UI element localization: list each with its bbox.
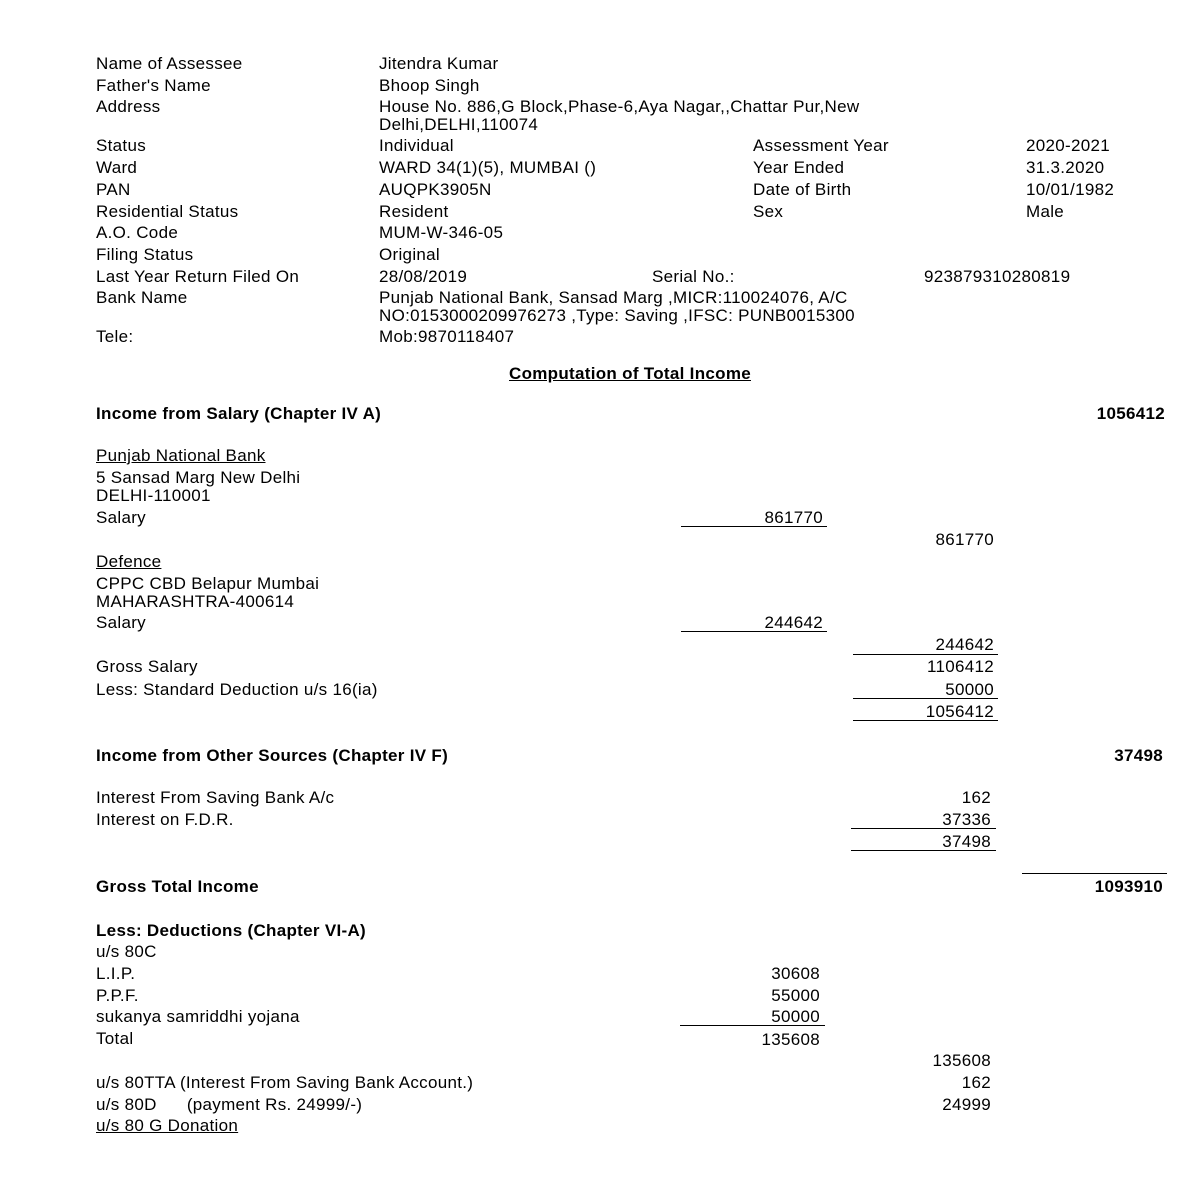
us80d-label: u/s 80D (payment Rs. 24999/-) (96, 1095, 363, 1114)
salary-heading: Income from Salary (Chapter IV A) (96, 404, 382, 423)
salary-total: 1056412 (1096, 404, 1165, 423)
ssy-label: sukanya samriddhi yojana (96, 1007, 300, 1026)
ssy-value: 50000 (771, 1007, 820, 1026)
total-80c-value: 135608 (761, 1030, 820, 1049)
employer1-subtotal: 861770 (935, 530, 994, 549)
sb-interest-label: Interest From Saving Bank A/c (96, 788, 335, 807)
us80tta-value: 162 (961, 1073, 991, 1092)
ppf-value: 55000 (771, 986, 820, 1005)
serial-label: Serial No.: (652, 267, 735, 286)
name-label: Name of Assessee (96, 54, 243, 73)
us80tta-label: u/s 80TTA (Interest From Saving Bank Account.) (96, 1073, 474, 1092)
last-return-value: 28/08/2019 (379, 267, 468, 286)
ppf-label: P.P.F. (96, 986, 139, 1005)
address-line-2: Delhi,DELHI,110074 (379, 115, 539, 134)
employer1-address-1: 5 Sansad Marg New Delhi (96, 468, 301, 487)
bank-label: Bank Name (96, 288, 188, 307)
employer1-address-2: DELHI-110001 (96, 486, 211, 505)
sb-interest-value: 162 (961, 788, 991, 807)
other-sources-heading: Income from Other Sources (Chapter IV F) (96, 746, 449, 765)
standard-deduction-label: Less: Standard Deduction u/s 16(ia) (96, 680, 378, 699)
father-label: Father's Name (96, 76, 211, 95)
employer2-address-1: CPPC CBD Belapur Mumbai (96, 574, 320, 593)
net-salary-value: 1056412 (925, 702, 994, 721)
c80-subtotal-value: 135608 (932, 1051, 991, 1070)
year-ended-value: 31.3.2020 (1026, 158, 1105, 177)
dob-value: 10/01/1982 (1026, 180, 1115, 199)
bank-line-2: NO:0153000209976273 ,Type: Saving ,IFSC: PUNB0015300 (379, 306, 855, 325)
lip-label: L.I.P. (96, 964, 136, 983)
gti-label: Gross Total Income (96, 877, 259, 896)
gross-salary-value: 1106412 (926, 657, 994, 676)
serial-value: 923879310280819 (924, 267, 1071, 286)
tele-value: Mob:9870118407 (379, 327, 515, 346)
last-return-label: Last Year Return Filed On (96, 267, 300, 286)
fdr-interest-label: Interest on F.D.R. (96, 810, 234, 829)
residential-status-label: Residential Status (96, 202, 239, 221)
name-value: Jitendra Kumar (379, 54, 499, 73)
computation-title: Computation of Total Income (509, 364, 751, 383)
employer1-name: Punjab National Bank (96, 446, 266, 465)
us80d-value: 24999 (942, 1095, 991, 1114)
assessment-year-label: Assessment Year (753, 136, 889, 155)
filing-status-label: Filing Status (96, 245, 194, 264)
pan-value: AUQPK3905N (379, 180, 492, 199)
gross-salary-label: Gross Salary (96, 657, 198, 676)
status-label: Status (96, 136, 146, 155)
dob-label: Date of Birth (753, 180, 852, 199)
ward-label: Ward (96, 158, 138, 177)
pan-label: PAN (96, 180, 131, 199)
employer2-name: Defence (96, 552, 162, 571)
employer2-salary-value: 244642 (764, 613, 823, 632)
filing-status-value: Original (379, 245, 440, 264)
employer2-subtotal: 244642 (935, 635, 994, 654)
us80g-label: u/s 80 G Donation (96, 1116, 239, 1135)
status-value: Individual (379, 136, 454, 155)
address-label: Address (96, 97, 161, 116)
standard-deduction-value: 50000 (945, 680, 994, 699)
fdr-interest-value: 37336 (942, 810, 991, 829)
employer2-salary-label: Salary (96, 613, 146, 632)
sex-label: Sex (753, 202, 784, 221)
father-value: Bhoop Singh (379, 76, 480, 95)
employer1-salary-value: 861770 (764, 508, 823, 527)
ao-code-value: MUM-W-346-05 (379, 223, 504, 242)
residential-status-value: Resident (379, 202, 449, 221)
employer1-salary-label: Salary (96, 508, 146, 527)
other-sources-total: 37498 (1114, 746, 1163, 765)
bank-line-1: Punjab National Bank, Sansad Marg ,MICR:110024076, A/C (379, 288, 848, 307)
assessment-year-value: 2020-2021 (1026, 136, 1110, 155)
lip-value: 30608 (771, 964, 820, 983)
ward-value: WARD 34(1)(5), MUMBAI () (379, 158, 597, 177)
tele-label: Tele: (96, 327, 134, 346)
employer2-subtotal-rule (853, 654, 998, 655)
total-80c-label: Total (96, 1029, 134, 1048)
year-ended-label: Year Ended (753, 158, 845, 177)
us80c-label: u/s 80C (96, 942, 157, 961)
gti-value: 1093910 (1094, 877, 1163, 896)
gti-rule (1022, 873, 1167, 874)
address-line-1: House No. 886,G Block,Phase-6,Aya Nagar,,Chattar Pur,New (379, 97, 860, 116)
employer2-address-2: MAHARASHTRA-400614 (96, 592, 295, 611)
ao-code-label: A.O. Code (96, 223, 179, 242)
other-subtotal-value: 37498 (942, 832, 991, 851)
sex-value: Male (1026, 202, 1065, 221)
deductions-heading: Less: Deductions (Chapter VI-A) (96, 921, 366, 940)
